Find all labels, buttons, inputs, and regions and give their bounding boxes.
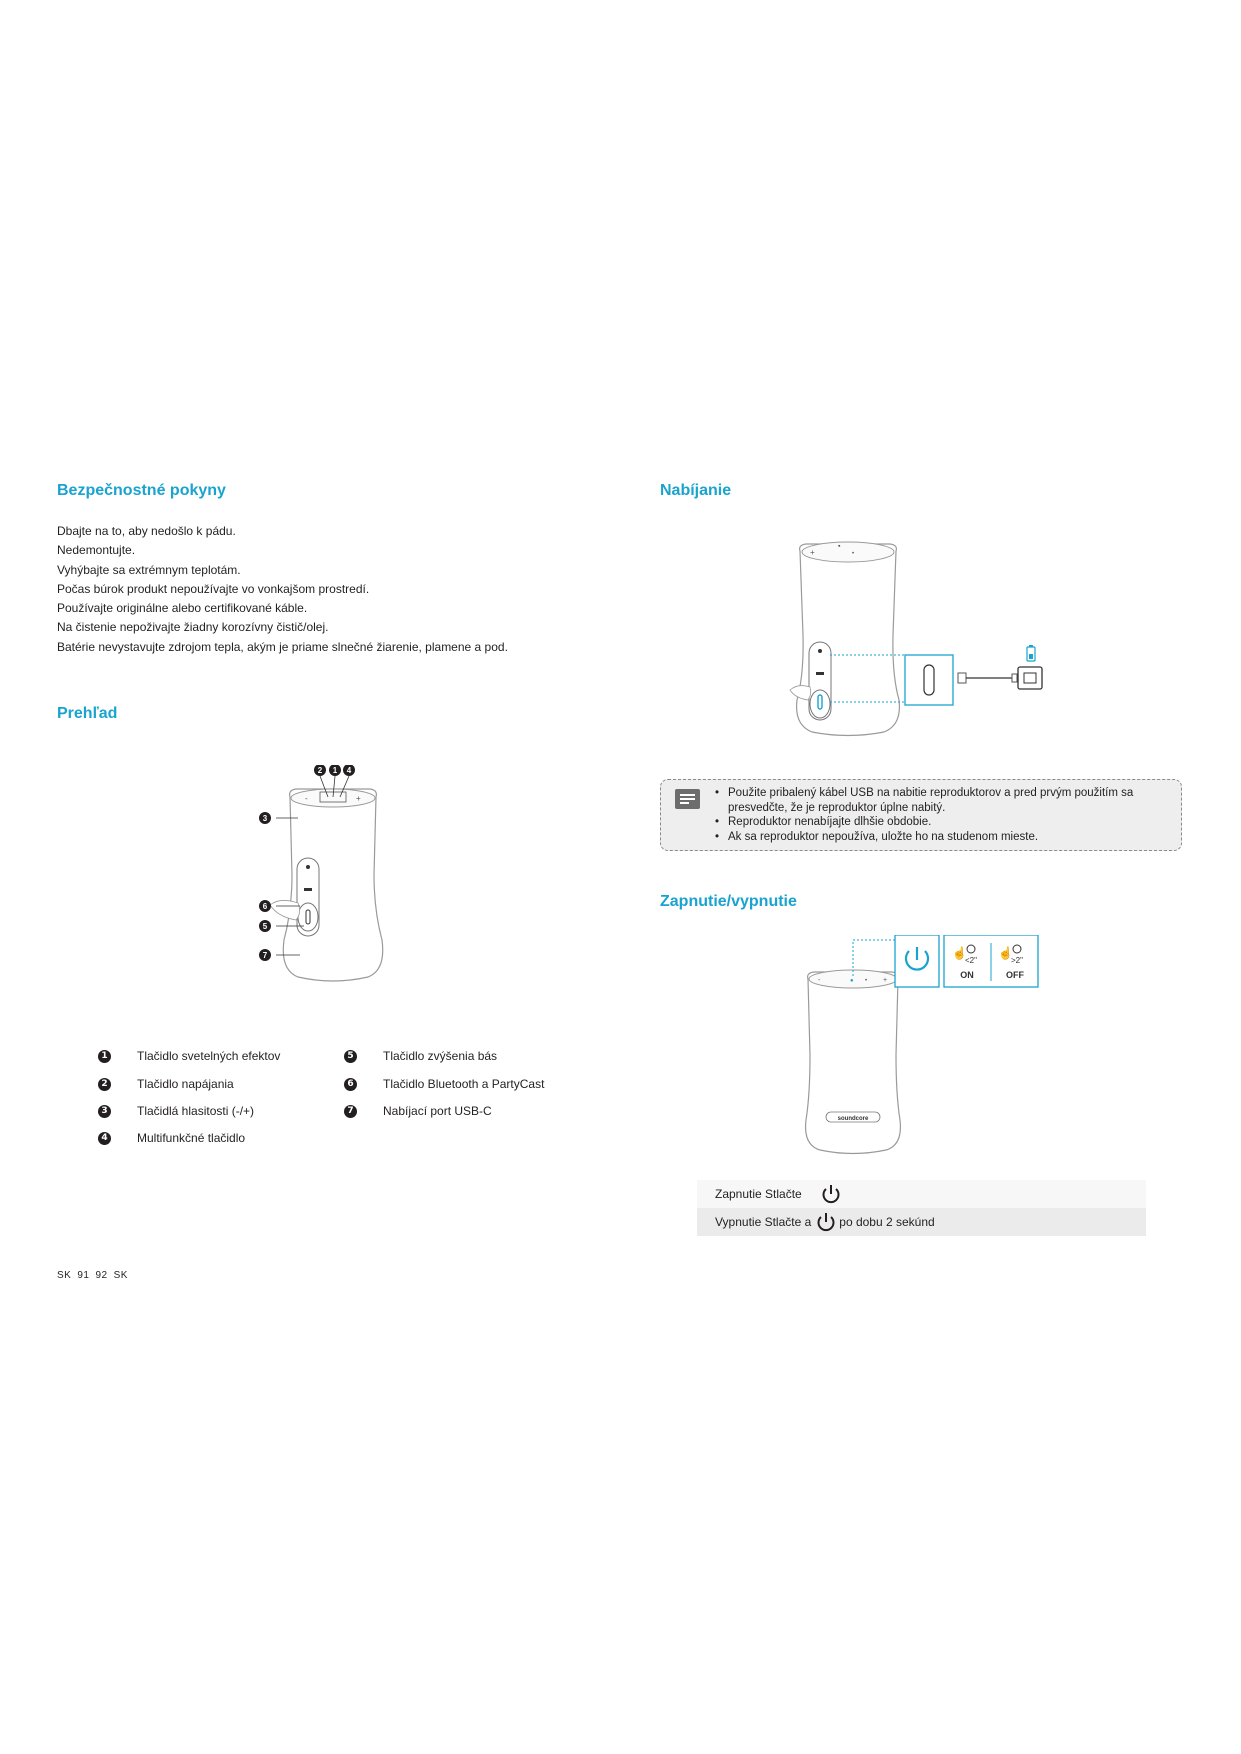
legend-number: 6 [344, 1078, 357, 1091]
legend-number: 4 [98, 1132, 111, 1145]
legend-item [98, 1076, 234, 1092]
power-off-row [697, 1208, 1146, 1236]
svg-text:7: 7 [262, 951, 268, 960]
legend-label: Tlačidlo svetelných efektov [137, 1049, 281, 1063]
svg-text:+: + [883, 977, 888, 984]
callout-7 [259, 949, 271, 961]
charging-title: Nabíjanie [660, 482, 732, 499]
footer-lang-left: SK [57, 1270, 72, 1281]
svg-text:-: - [818, 977, 821, 984]
legend-label: Multifunkčné tlačidlo [137, 1131, 246, 1145]
legend-item [98, 1048, 280, 1064]
safety-item: Používajte originálne alebo certifikované káble. [57, 601, 308, 616]
note-icon [675, 789, 700, 809]
speaker-power-illustration [790, 935, 1050, 1160]
off-duration: >2" [1011, 956, 1023, 965]
power-icon [820, 1183, 842, 1205]
legend-number: 7 [344, 1105, 357, 1118]
charging-note-box [660, 779, 1182, 851]
legend-label: Tlačidlo zvýšenia bás [383, 1049, 498, 1063]
legend-number: 5 [344, 1050, 357, 1063]
callout-5 [259, 920, 271, 932]
svg-text:1: 1 [332, 766, 338, 775]
legend-label: Tlačidlo napájania [137, 1077, 234, 1091]
on-duration: <2" [965, 956, 977, 965]
svg-text:▪: ▪ [838, 543, 841, 550]
power-off-duration-text: po dobu 2 sekúnd [839, 1215, 935, 1229]
legend-item [98, 1130, 245, 1146]
svg-text:6: 6 [262, 902, 268, 911]
brand-logo: soundcore [837, 1116, 869, 1122]
svg-text:●: ● [850, 978, 854, 984]
safety-item: Dbajte na to, aby nedošlo k pádu. [57, 524, 236, 538]
callout-6 [259, 900, 271, 912]
hand-press-icon: ☝ [998, 946, 1013, 960]
svg-text:+: + [810, 548, 815, 557]
off-label: OFF [1006, 970, 1024, 980]
footer-lang-right: SK [113, 1270, 128, 1281]
legend-item [344, 1103, 492, 1119]
note-item: • Použite pribalený kábel USB na nabitie reproduktorov a pred prvým použitím sa presvedčte, že je reproduktor úplne nabitý. [715, 786, 1175, 815]
safety-item: Nedemontujte. [57, 543, 136, 558]
power-on-row [697, 1180, 1146, 1208]
svg-text:-: - [305, 794, 308, 803]
charging-notes [715, 786, 1175, 844]
overview-title: Prehľad [57, 705, 118, 722]
power-title: Zapnutie/vypnutie [660, 893, 797, 910]
note-item: • Ak sa reproduktor nepoužíva, uložte ho na studenom mieste. [715, 830, 1175, 845]
svg-text:4: 4 [346, 766, 352, 775]
speaker-charging-illustration [780, 535, 1060, 740]
charger-adapter-icon [1018, 667, 1042, 689]
legend-label: Tlačidlo Bluetooth a PartyCast [383, 1077, 545, 1091]
svg-text:•: • [865, 978, 868, 984]
safety-title: Bezpečnostné pokyny [57, 482, 226, 499]
callout-4 [343, 765, 355, 776]
legend-label: Tlačidlá hlasitosti (-/+) [137, 1104, 255, 1118]
callout-2 [314, 765, 326, 776]
legend-item [344, 1076, 544, 1092]
legend-number: 2 [98, 1078, 111, 1091]
footer-page-right: 92 [95, 1270, 108, 1281]
hand-press-icon: ☝ [952, 946, 967, 960]
callout-1 [329, 765, 341, 776]
safety-list [57, 522, 508, 657]
safety-item: Počas búrok produkt nepoužívajte vo vonkajšom prostredí. [57, 581, 370, 596]
safety-item: Vyhýbajte sa extrémnym teplotám. [57, 562, 241, 577]
svg-text:2: 2 [317, 766, 323, 775]
speaker-body [806, 972, 901, 1154]
legend-item [98, 1103, 254, 1119]
power-instructions [697, 1180, 1146, 1236]
callout-3 [259, 812, 271, 824]
speaker-overview-illustration [250, 765, 400, 995]
safety-item: Na čistenie nepoživajte žiadny korozívny čistič/olej. [57, 620, 329, 635]
usb-c-plug-icon [958, 673, 966, 683]
legend-item [344, 1048, 497, 1064]
legend-label: Nabíjací port USB-C [383, 1104, 492, 1118]
power-button-zoom [895, 935, 939, 987]
power-icon [815, 1211, 837, 1233]
usb-port-zoom [905, 655, 953, 705]
footer-page-left: 91 [77, 1270, 90, 1281]
svg-text:+: + [356, 794, 361, 803]
on-label: ON [960, 970, 974, 980]
legend-number: 3 [98, 1105, 111, 1118]
page-footer [57, 1270, 134, 1281]
legend-number: 1 [98, 1050, 111, 1063]
svg-text:•: • [852, 551, 855, 557]
power-on-text: Zapnutie Stlačte [715, 1187, 802, 1201]
svg-text:5: 5 [262, 922, 268, 931]
power-off-text: Vypnutie Stlačte a [715, 1215, 812, 1229]
svg-text:3: 3 [262, 814, 268, 823]
note-item: • Reproduktor nenabíjajte dlhšie obdobie. [715, 815, 1175, 830]
safety-item: Batérie nevystavujte zdrojom tepla, akým je priame slnečné žiarenie, plamene a pod. [57, 639, 508, 654]
